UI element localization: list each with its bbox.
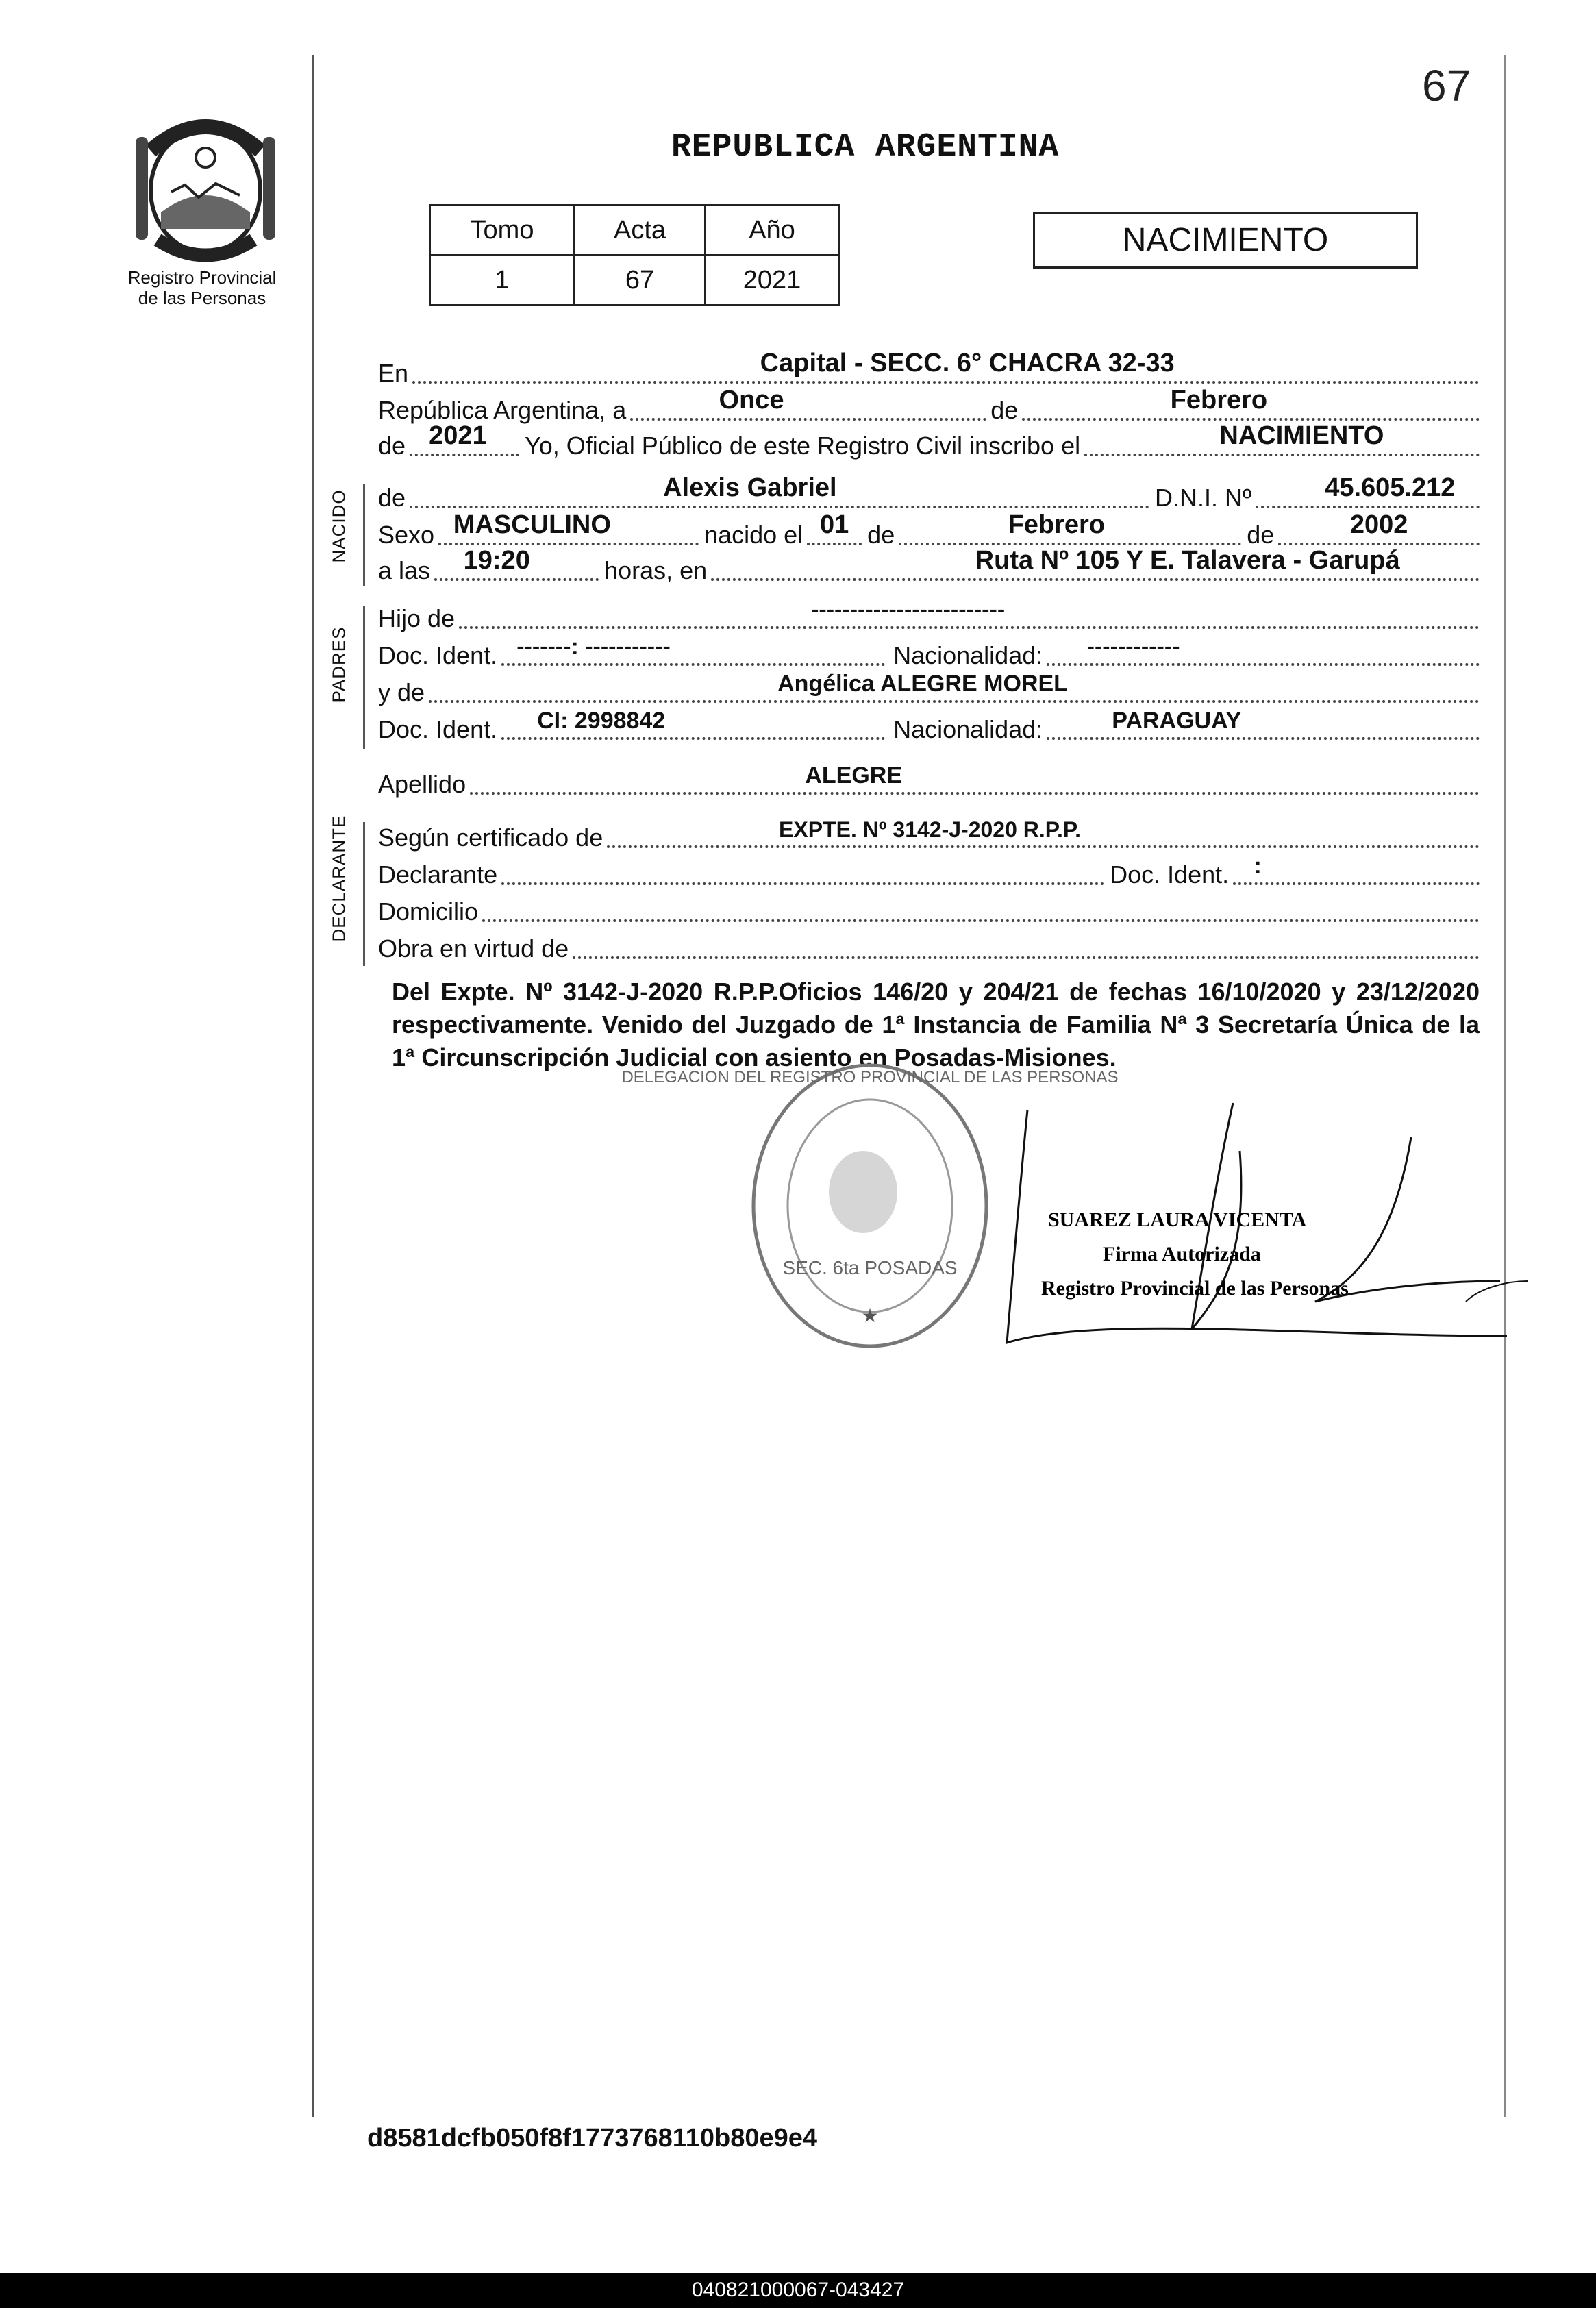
left-margin-line bbox=[312, 55, 314, 2117]
mother-nationality-value: PARAGUAY bbox=[1112, 708, 1242, 734]
day-value: Once bbox=[719, 386, 784, 414]
sexo-value: MASCULINO bbox=[453, 510, 611, 539]
line-domicilio: Domicilio bbox=[378, 893, 1480, 926]
table-header-tomo: Tomo bbox=[430, 206, 575, 256]
birth-day-value: 01 bbox=[820, 510, 849, 539]
footer-code: 040821000067-043427 bbox=[691, 2279, 905, 2301]
line-mother-doc: Doc. Ident. CI: 2998842 Nacionalidad: PARAGUAY bbox=[378, 711, 1480, 744]
stamp-inner-text: SEC. 6ta POSADAS bbox=[782, 1257, 958, 1278]
birth-year-value: 2002 bbox=[1349, 510, 1408, 539]
father-doc-value: -------: ----------- bbox=[516, 634, 671, 660]
section-label-padres: PADRES bbox=[328, 626, 349, 703]
mother-doc-value: CI: 2998842 bbox=[537, 708, 666, 734]
line-en: En Capital - SECC. 6° CHACRA 32-33 bbox=[378, 355, 1480, 388]
signature-icon bbox=[959, 1082, 1528, 1370]
table-cell-ano: 2021 bbox=[706, 256, 839, 306]
table-cell-acta: 67 bbox=[575, 256, 706, 306]
father-nationality-value: ------------ bbox=[1086, 634, 1180, 660]
mother-value: Angélica ALEGRE MOREL bbox=[777, 671, 1068, 697]
page-number: 67 bbox=[1422, 61, 1471, 110]
signature-org: Registro Provincial de las Personas bbox=[1041, 1277, 1349, 1300]
signature-name: SUAREZ LAURA VICENTA bbox=[1048, 1208, 1307, 1231]
line-y-de: y de Angélica ALEGRE MOREL bbox=[378, 674, 1480, 707]
line-nombre: de Alexis Gabriel D.N.I. Nº 45.605.212 bbox=[378, 480, 1480, 512]
registry-label: Registro Provincial de las Personas bbox=[127, 267, 277, 308]
line-declarante: Declarante Doc. Ident. : bbox=[378, 856, 1480, 889]
dni-value: 45.605.212 bbox=[1325, 473, 1456, 502]
line-hijo-de: Hijo de ------------------------- bbox=[378, 600, 1480, 633]
birth-place-value: Ruta Nº 105 Y E. Talavera - Garupá bbox=[975, 546, 1400, 575]
place-value: Capital - SECC. 6° CHACRA 32-33 bbox=[760, 349, 1175, 377]
svg-text:★: ★ bbox=[861, 1304, 879, 1327]
father-value: ------------------------- bbox=[811, 597, 1006, 623]
line-father-doc: Doc. Ident. -------: ----------- Nacionalidad: ------------ bbox=[378, 637, 1480, 670]
table-header-ano: Año bbox=[706, 206, 839, 256]
year-value: 2021 bbox=[429, 421, 487, 450]
line-hora: a las 19:20 horas, en Ruta Nº 105 Y E. Talavera - Garupá bbox=[378, 552, 1480, 585]
birth-month-value: Febrero bbox=[1008, 510, 1105, 539]
document-hash: d8581dcfb050f8f1773768110b80e9e4 bbox=[367, 2124, 818, 2152]
line-fecha: República Argentina, a Once de Febrero bbox=[378, 392, 1480, 425]
birth-time-value: 19:20 bbox=[463, 546, 530, 575]
notes-paragraph: Del Expte. Nº 3142-J-2020 R.P.P.Oficios 146/20 y 204/21 de fechas 16/10/2020 y 23/12/2020 respectivamente. Venido del Juzgado de 1ª Instancia de Familia Nª 3 Secretaría Única de la 1ª Circunscripción Judicial con asiento en Posadas-Misiones. bbox=[392, 978, 1480, 1071]
line-obra: Obra en virtud de bbox=[378, 930, 1480, 963]
declarante-doc-value: : bbox=[1254, 853, 1262, 879]
stamp-ring-text: DELEGACION DEL REGISTRO PROVINCIAL DE LAS PERSONAS bbox=[621, 1068, 1119, 1087]
apellido-value: ALEGRE bbox=[805, 762, 903, 789]
name-value: Alexis Gabriel bbox=[663, 473, 837, 502]
month-value: Febrero bbox=[1170, 386, 1268, 414]
table-header-acta: Acta bbox=[575, 206, 706, 256]
signature-role: Firma Autorizada bbox=[1103, 1243, 1261, 1265]
record-type-box: NACIMIENTO bbox=[1033, 212, 1418, 269]
table-cell-tomo: 1 bbox=[430, 256, 575, 306]
page-title: REPUBLICA ARGENTINA bbox=[671, 129, 1060, 166]
volume-table bbox=[429, 204, 840, 306]
section-label-nacido: NACIDO bbox=[328, 489, 349, 563]
line-apellido: Apellido ALEGRE bbox=[378, 766, 1480, 799]
line-sexo: Sexo MASCULINO nacido el 01 de Febrero de 2002 bbox=[378, 517, 1480, 549]
provincial-emblem-icon bbox=[130, 110, 281, 267]
inscribe-type-value: NACIMIENTO bbox=[1219, 421, 1384, 450]
line-inscribe: de 2021 Yo, Oficial Público de este Registro Civil inscribo el NACIMIENTO bbox=[378, 427, 1480, 460]
certificado-value: EXPTE. Nº 3142-J-2020 R.P.P. bbox=[779, 817, 1082, 842]
section-label-declarante: DECLARANTE bbox=[328, 815, 349, 942]
line-certificado: Según certificado de EXPTE. Nº 3142-J-2020 R.P.P. bbox=[378, 819, 1480, 852]
